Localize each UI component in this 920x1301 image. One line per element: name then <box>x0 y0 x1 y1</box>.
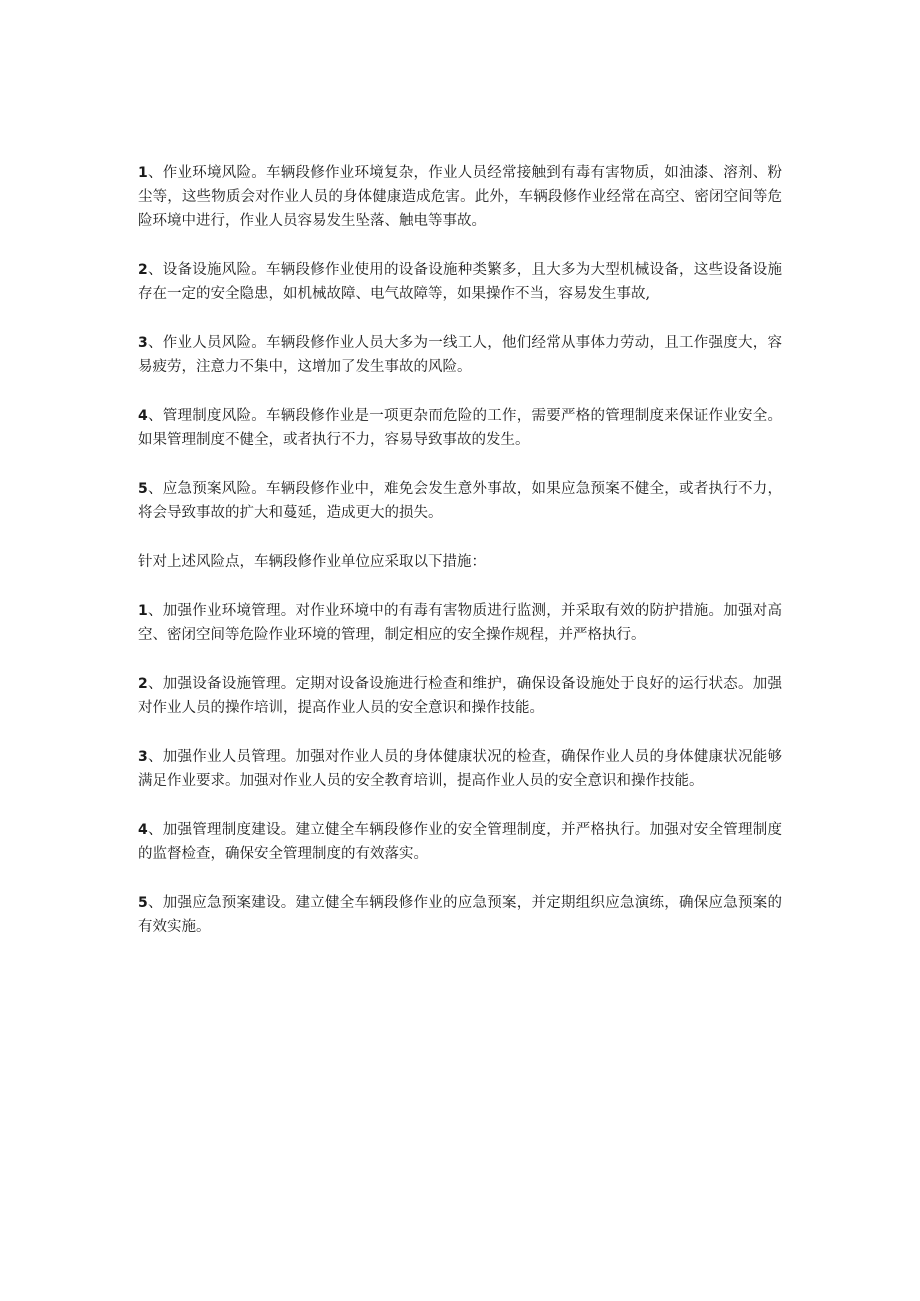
measure-paragraph-3 <box>138 745 782 793</box>
paragraph-text: 、作业人员风险。车辆段修作业人员大多为一线工人，他们经常从事体力劳动，且工作强度大，容易疲劳，注意力不集中，这增加了发生事故的风险。 <box>138 335 782 375</box>
risk-paragraph-4 <box>138 404 782 452</box>
measure-paragraph-1 <box>138 599 782 647</box>
list-number: 5 <box>138 481 148 497</box>
document-body <box>138 161 782 964</box>
list-number: 1 <box>138 165 148 181</box>
paragraph-text: 、加强管理制度建设。建立健全车辆段修作业的安全管理制度，并严格执行。加强对安全管理制度的监督检查，确保安全管理制度的有效落实。 <box>138 822 782 862</box>
paragraph-text: 、加强设备设施管理。定期对设备设施进行检查和维护，确保设备设施处于良好的运行状态。加强对作业人员的操作培训，提高作业人员的安全意识和操作技能。 <box>138 676 782 716</box>
measure-paragraph-2 <box>138 672 782 720</box>
list-number: 4 <box>138 822 148 838</box>
list-number: 2 <box>138 262 148 278</box>
risk-paragraph-5 <box>138 477 782 525</box>
paragraph-text: 、作业环境风险。车辆段修作业环境复杂，作业人员经常接触到有毒有害物质，如油漆、溶剂、粉尘等，这些物质会对作业人员的身体健康造成危害。此外，车辆段修作业经常在高空、密闭空间等危险环境中进行，作业人员容易发生坠落、触电等事故。 <box>138 165 782 229</box>
list-number: 4 <box>138 408 148 424</box>
list-number: 3 <box>138 749 148 765</box>
list-number: 2 <box>138 676 148 692</box>
paragraph-text: 、加强应急预案建设。建立健全车辆段修作业的应急预案，并定期组织应急演练，确保应急预案的有效实施。 <box>138 895 782 935</box>
list-number: 1 <box>138 603 148 619</box>
list-number: 5 <box>138 895 148 911</box>
list-number: 3 <box>138 335 148 351</box>
risk-paragraph-3 <box>138 331 782 379</box>
paragraph-text: 、设备设施风险。车辆段修作业使用的设备设施种类繁多，且大多为大型机械设备，这些设备设施存在一定的安全隐患，如机械故障、电气故障等，如果操作不当，容易发生事故, <box>138 262 782 302</box>
risk-paragraph-2 <box>138 258 782 306</box>
paragraph-text: 、加强作业人员管理。加强对作业人员的身体健康状况的检查，确保作业人员的身体健康状况能够满足作业要求。加强对作业人员的安全教育培训，提高作业人员的安全意识和操作技能。 <box>138 749 782 789</box>
risk-paragraph-1 <box>138 161 782 233</box>
measure-paragraph-5 <box>138 891 782 939</box>
measure-paragraph-4 <box>138 818 782 866</box>
measures-intro: 针对上述风险点，车辆段修作业单位应采取以下措施： <box>138 554 486 570</box>
paragraph-text: 、应急预案风险。车辆段修作业中，难免会发生意外事故，如果应急预案不健全，或者执行不力，将会导致事故的扩大和蔓延，造成更大的损失。 <box>138 481 782 521</box>
paragraph-text: 、管理制度风险。车辆段修作业是一项更杂而危险的工作，需要严格的管理制度来保证作业安全。如果管理制度不健全，或者执行不力，容易导致事故的发生。 <box>138 408 782 448</box>
paragraph-text: 、加强作业环境管理。对作业环境中的有毒有害物质进行监测，并采取有效的防护措施。加强对高空、密闭空间等危险作业环境的管理，制定相应的安全操作规程，并严格执行。 <box>138 603 782 643</box>
